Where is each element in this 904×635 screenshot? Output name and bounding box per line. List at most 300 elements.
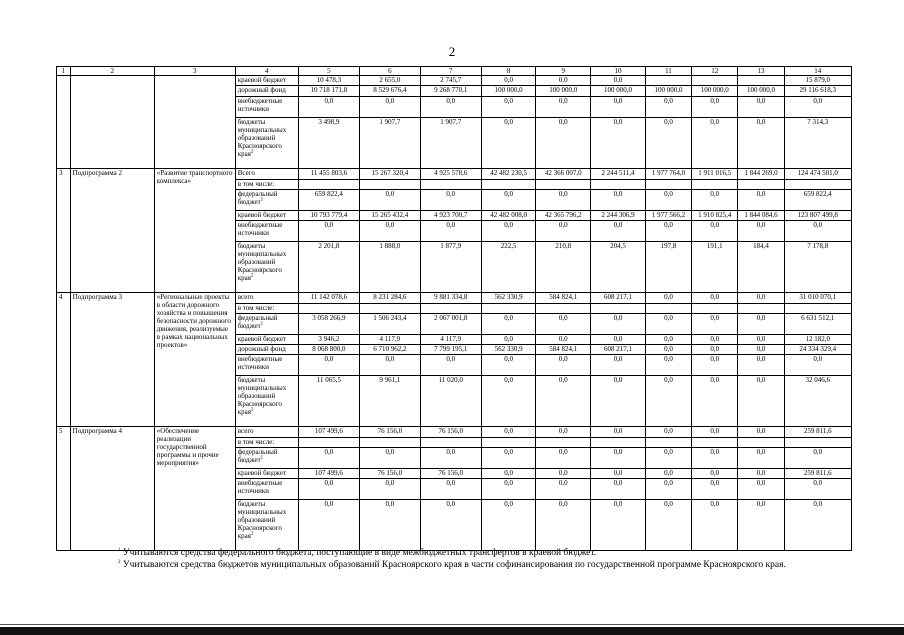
year-value: 0,0 xyxy=(359,221,420,242)
funding-source xyxy=(235,500,298,551)
year-value: 0,0 xyxy=(536,469,591,479)
year-value: 4 117,9 xyxy=(359,335,420,345)
funding-source xyxy=(235,76,298,86)
year-value: 1 911 016,5 xyxy=(692,169,738,180)
table-row xyxy=(57,427,852,438)
year-value: 0,0 xyxy=(738,469,784,479)
year-value: 0,0 xyxy=(692,469,738,479)
header-cell: 14 xyxy=(784,67,851,76)
year-value: 0,0 xyxy=(481,118,536,169)
year-value xyxy=(591,180,646,190)
total-value: 7 178,8 xyxy=(784,242,851,293)
table-row xyxy=(57,293,852,304)
year-value: 0,0 xyxy=(738,221,784,242)
year-value: 10 718 171,8 xyxy=(298,86,359,97)
page-number: 2 xyxy=(448,44,456,59)
year-value xyxy=(591,304,646,314)
year-value: 8 231 284,6 xyxy=(359,293,420,304)
year-value: 0,0 xyxy=(645,376,691,427)
year-value: 0,0 xyxy=(692,118,738,169)
program-description xyxy=(154,76,235,169)
year-value: 1 506 243,4 xyxy=(359,314,420,335)
year-value: 0,0 xyxy=(420,448,481,469)
footnote-ref: 2 xyxy=(250,149,254,155)
funding-source-label: бюджеты муниципальных образований Красноярского края xyxy=(237,500,287,540)
year-value: 42 482 230,5 xyxy=(481,169,536,180)
year-value: 584 824,1 xyxy=(536,293,591,304)
year-value: 197,8 xyxy=(645,242,691,293)
year-value: 0,0 xyxy=(645,118,691,169)
year-value: 0,0 xyxy=(481,469,536,479)
year-value: 100 000,0 xyxy=(591,86,646,97)
year-value xyxy=(645,180,691,190)
year-value: 0,0 xyxy=(645,97,691,118)
funding-table xyxy=(56,66,852,551)
footnote-ref: 2 xyxy=(250,273,254,279)
year-value: 0,0 xyxy=(591,355,646,376)
year-value: 0,0 xyxy=(536,335,591,345)
funding-source-label: внебюджетные источники xyxy=(237,479,283,495)
funding-source-label: краевой бюджет xyxy=(237,211,287,219)
scan-edge xyxy=(0,627,904,635)
year-value xyxy=(420,180,481,190)
year-value: 0,0 xyxy=(536,221,591,242)
year-value: 0,0 xyxy=(298,479,359,500)
year-value: 184,4 xyxy=(738,242,784,293)
year-value: 100 000,0 xyxy=(536,86,591,97)
funding-source-label: всего xyxy=(237,427,254,435)
funding-source xyxy=(235,180,298,190)
year-value: 0,0 xyxy=(481,314,536,335)
year-value: 0,0 xyxy=(645,500,691,551)
total-value: 29 116 618,3 xyxy=(784,86,851,97)
header-cell: 3 xyxy=(154,67,235,76)
year-value: 0,0 xyxy=(645,345,691,355)
year-value: 15 265 432,4 xyxy=(359,211,420,221)
year-value: 0,0 xyxy=(591,469,646,479)
funding-source-label: в том числе: xyxy=(237,438,275,446)
year-value: 1 907,7 xyxy=(420,118,481,169)
total-value: 0,0 xyxy=(784,97,851,118)
total-value: 31 010 070,1 xyxy=(784,293,851,304)
funding-source-label: федеральный бюджет xyxy=(237,448,278,464)
funding-source xyxy=(235,221,298,242)
year-value: 4 923 700,7 xyxy=(420,211,481,221)
year-value: 0,0 xyxy=(738,448,784,469)
total-value: 32 046,6 xyxy=(784,376,851,427)
footnote-text: Учитываются средства федерального бюджета, поступающие в виде межбюджетных трансфертов в краевой бюджет. xyxy=(122,548,597,558)
total-value: 15 879,0 xyxy=(784,76,851,86)
footnote-mark: 1 xyxy=(118,547,121,553)
year-value: 42 365 796,2 xyxy=(536,211,591,221)
year-value: 2 745,7 xyxy=(420,76,481,86)
year-value: 562 330,9 xyxy=(481,345,536,355)
year-value: 10 478,3 xyxy=(298,76,359,86)
year-value xyxy=(420,304,481,314)
funding-source xyxy=(235,293,298,304)
funding-source-label: дорожный фонд xyxy=(237,345,286,353)
total-value xyxy=(784,304,851,314)
year-value: 42 366 007,0 xyxy=(536,169,591,180)
year-value: 107 499,6 xyxy=(298,469,359,479)
year-value: 1 844 084,6 xyxy=(738,211,784,221)
year-value: 1 877,9 xyxy=(420,242,481,293)
year-value xyxy=(481,304,536,314)
total-value: 12 182,0 xyxy=(784,335,851,345)
row-number xyxy=(57,76,71,169)
year-value: 608 217,1 xyxy=(591,293,646,304)
year-value: 0,0 xyxy=(359,500,420,551)
footnote-ref: 1 xyxy=(260,455,264,461)
year-value: 2 655,0 xyxy=(359,76,420,86)
table-row xyxy=(57,76,852,86)
header-cell: 13 xyxy=(738,67,784,76)
year-value: 15 267 320,4 xyxy=(359,169,420,180)
year-value xyxy=(298,438,359,448)
year-value: 11 020,0 xyxy=(420,376,481,427)
year-value: 0,0 xyxy=(645,469,691,479)
year-value: 0,0 xyxy=(645,427,691,438)
year-value: 11 142 078,6 xyxy=(298,293,359,304)
year-value xyxy=(298,180,359,190)
year-value: 0,0 xyxy=(481,376,536,427)
year-value: 0,0 xyxy=(591,479,646,500)
year-value: 3 498,9 xyxy=(298,118,359,169)
total-value: 124 474 501,0 xyxy=(784,169,851,180)
year-value xyxy=(481,438,536,448)
year-value: 0,0 xyxy=(692,376,738,427)
footnote-ref: 1 xyxy=(260,197,264,203)
funding-source xyxy=(235,355,298,376)
total-value: 7 314,3 xyxy=(784,118,851,169)
year-value: 2 244 511,4 xyxy=(591,169,646,180)
year-value: 0,0 xyxy=(298,500,359,551)
row-number: 5 xyxy=(57,427,71,551)
total-value: 24 334 329,4 xyxy=(784,345,851,355)
year-value: 100 000,0 xyxy=(692,86,738,97)
funding-source xyxy=(235,97,298,118)
program-name xyxy=(70,76,154,169)
year-value xyxy=(359,438,420,448)
year-value: 0,0 xyxy=(692,293,738,304)
year-value: 8 529 676,4 xyxy=(359,86,420,97)
year-value: 0,0 xyxy=(536,97,591,118)
total-value: 0,0 xyxy=(784,221,851,242)
funding-source xyxy=(235,438,298,448)
total-value: 0,0 xyxy=(784,355,851,376)
year-value: 0,0 xyxy=(536,314,591,335)
year-value: 0,0 xyxy=(420,221,481,242)
year-value: 11 455 803,6 xyxy=(298,169,359,180)
year-value: 0,0 xyxy=(298,221,359,242)
funding-source-label: внебюджетные источники xyxy=(237,97,283,113)
year-value: 10 793 779,4 xyxy=(298,211,359,221)
year-value xyxy=(738,304,784,314)
funding-source xyxy=(235,345,298,355)
year-value: 0,0 xyxy=(536,118,591,169)
year-value: 6 710 962,2 xyxy=(359,345,420,355)
year-value: 0,0 xyxy=(536,76,591,86)
header-cell: 12 xyxy=(692,67,738,76)
year-value: 0,0 xyxy=(420,97,481,118)
year-value: 0,0 xyxy=(738,355,784,376)
year-value: 0,0 xyxy=(481,76,536,86)
funding-source xyxy=(235,211,298,221)
year-value: 0,0 xyxy=(591,118,646,169)
year-value xyxy=(692,304,738,314)
year-value: 222,5 xyxy=(481,242,536,293)
funding-source-label: краевой бюджет xyxy=(237,469,287,477)
year-value: 0,0 xyxy=(645,314,691,335)
year-value: 0,0 xyxy=(536,190,591,211)
year-value: 0,0 xyxy=(645,293,691,304)
year-value: 0,0 xyxy=(645,448,691,469)
year-value: 0,0 xyxy=(420,479,481,500)
year-value: 100 000,0 xyxy=(738,86,784,97)
year-value: 0,0 xyxy=(536,448,591,469)
year-value: 76 156,0 xyxy=(359,469,420,479)
funding-source xyxy=(235,376,298,427)
year-value: 2 244 306,9 xyxy=(591,211,646,221)
funding-source-label: краевой бюджет xyxy=(237,335,287,343)
year-value xyxy=(738,438,784,448)
year-value: 0,0 xyxy=(298,97,359,118)
total-value: 123 807 499,8 xyxy=(784,211,851,221)
year-value xyxy=(536,180,591,190)
funding-source xyxy=(235,304,298,314)
total-value xyxy=(784,438,851,448)
year-value: 562 330,9 xyxy=(481,293,536,304)
header-row xyxy=(57,67,852,76)
year-value: 0,0 xyxy=(692,448,738,469)
year-value: 11 065,5 xyxy=(298,376,359,427)
year-value xyxy=(738,180,784,190)
funding-source xyxy=(235,169,298,180)
year-value: 0,0 xyxy=(591,500,646,551)
header-cell: 2 xyxy=(70,67,154,76)
year-value: 4 925 578,6 xyxy=(420,169,481,180)
year-value: 0,0 xyxy=(481,448,536,469)
funding-source-label: бюджеты муниципальных образований Красноярского края xyxy=(237,118,287,158)
year-value: 100 000,0 xyxy=(645,86,691,97)
year-value: 0,0 xyxy=(591,427,646,438)
year-value: 0,0 xyxy=(645,221,691,242)
year-value: 76 156,0 xyxy=(420,469,481,479)
footnote-1 xyxy=(56,547,864,559)
year-value: 9 268 770,1 xyxy=(420,86,481,97)
program-description: «Обеспечение реализации государственной программы и прочие мероприятия» xyxy=(154,427,235,551)
year-value: 0,0 xyxy=(481,335,536,345)
funding-source-label: бюджеты муниципальных образований Красноярского края xyxy=(237,242,287,282)
year-value: 0,0 xyxy=(298,448,359,469)
year-value: 0,0 xyxy=(692,314,738,335)
year-value: 0,0 xyxy=(359,97,420,118)
year-value: 0,0 xyxy=(420,500,481,551)
funding-source xyxy=(235,190,298,211)
year-value: 0,0 xyxy=(692,355,738,376)
year-value: 4 117,9 xyxy=(420,335,481,345)
year-value: 0,0 xyxy=(536,376,591,427)
year-value: 0,0 xyxy=(481,427,536,438)
funding-source-label: бюджеты муниципальных образований Красноярского края xyxy=(237,376,287,416)
funding-source-label: в том числе: xyxy=(237,304,275,312)
year-value: 0,0 xyxy=(738,500,784,551)
funding-source xyxy=(235,118,298,169)
year-value: 1 844 269,0 xyxy=(738,169,784,180)
header-cell: 8 xyxy=(481,67,536,76)
year-value: 0,0 xyxy=(359,190,420,211)
funding-source-label: внебюджетные источники xyxy=(237,355,283,371)
footnotes xyxy=(56,547,864,571)
header-cell: 6 xyxy=(359,67,420,76)
year-value: 0,0 xyxy=(536,355,591,376)
year-value: 1 977 764,0 xyxy=(645,169,691,180)
year-value: 191,1 xyxy=(692,242,738,293)
year-value xyxy=(536,438,591,448)
footnote-ref: 2 xyxy=(250,531,254,537)
year-value: 0,0 xyxy=(645,479,691,500)
year-value: 0,0 xyxy=(692,427,738,438)
header-cell: 5 xyxy=(298,67,359,76)
year-value: 0,0 xyxy=(359,448,420,469)
header-cell: 11 xyxy=(645,67,691,76)
year-value: 0,0 xyxy=(359,479,420,500)
year-value: 0,0 xyxy=(481,190,536,211)
total-value: 6 631 512,1 xyxy=(784,314,851,335)
total-value: 0,0 xyxy=(784,479,851,500)
year-value: 0,0 xyxy=(738,314,784,335)
year-value: 0,0 xyxy=(738,97,784,118)
year-value xyxy=(536,304,591,314)
footnote-mark: 2 xyxy=(118,559,121,565)
year-value: 2 067 001,8 xyxy=(420,314,481,335)
year-value: 204,5 xyxy=(591,242,646,293)
year-value: 100 000,0 xyxy=(481,86,536,97)
year-value: 0,0 xyxy=(536,479,591,500)
header-cell: 1 xyxy=(57,67,71,76)
year-value: 3 058 266,9 xyxy=(298,314,359,335)
program-name: Подпрограмма 2 xyxy=(70,169,154,293)
year-value: 0,0 xyxy=(738,427,784,438)
header-cell: 10 xyxy=(591,67,646,76)
year-value: 0,0 xyxy=(591,448,646,469)
year-value: 0,0 xyxy=(591,335,646,345)
year-value xyxy=(645,438,691,448)
funding-source xyxy=(235,242,298,293)
year-value: 0,0 xyxy=(645,190,691,211)
footnote-text: Учитываются средства бюджетов муниципальных образований Красноярского края в части софинансирования по государственной программе Красноярского края. xyxy=(122,560,786,570)
total-value: 0,0 xyxy=(784,448,851,469)
funding-source-label: внебюджетные источники xyxy=(237,221,283,237)
year-value: 0,0 xyxy=(591,76,646,86)
year-value: 0,0 xyxy=(738,293,784,304)
funding-source-label: дорожный фонд xyxy=(237,86,286,94)
year-value: 0,0 xyxy=(692,221,738,242)
year-value: 0,0 xyxy=(481,221,536,242)
header-cell: 4 xyxy=(235,67,298,76)
funding-source xyxy=(235,86,298,97)
year-value: 1 977 566,2 xyxy=(645,211,691,221)
year-value: 0,0 xyxy=(420,190,481,211)
year-value: 0,0 xyxy=(738,345,784,355)
year-value: 0,0 xyxy=(692,190,738,211)
year-value: 0,0 xyxy=(738,335,784,345)
year-value: 42 482 008,0 xyxy=(481,211,536,221)
row-number: 4 xyxy=(57,293,71,427)
year-value: 0,0 xyxy=(591,314,646,335)
year-value: 2 201,8 xyxy=(298,242,359,293)
year-value: 0,0 xyxy=(536,427,591,438)
year-value: 107 499,6 xyxy=(298,427,359,438)
funding-source xyxy=(235,335,298,345)
year-value: 8 068 800,0 xyxy=(298,345,359,355)
year-value: 0,0 xyxy=(692,97,738,118)
year-value: 0,0 xyxy=(481,355,536,376)
program-name: Подпрограмма 3 xyxy=(70,293,154,427)
year-value xyxy=(481,180,536,190)
year-value: 0,0 xyxy=(692,500,738,551)
year-value: 76 156,0 xyxy=(420,427,481,438)
total-value: 259 811,6 xyxy=(784,427,851,438)
year-value: 0,0 xyxy=(591,376,646,427)
year-value xyxy=(359,304,420,314)
year-value: 9 881 334,8 xyxy=(420,293,481,304)
funding-source-label: всего xyxy=(237,293,254,301)
year-value: 0,0 xyxy=(591,97,646,118)
year-value: 0,0 xyxy=(359,355,420,376)
year-value: 1 907,7 xyxy=(359,118,420,169)
year-value: 0,0 xyxy=(591,190,646,211)
year-value: 1 910 825,4 xyxy=(692,211,738,221)
funding-source xyxy=(235,479,298,500)
header-cell: 7 xyxy=(420,67,481,76)
year-value xyxy=(692,180,738,190)
year-value: 0,0 xyxy=(298,355,359,376)
footnote-2 xyxy=(56,559,864,571)
year-value: 0,0 xyxy=(481,97,536,118)
year-value: 0,0 xyxy=(420,355,481,376)
year-value: 0,0 xyxy=(738,479,784,500)
year-value: 210,8 xyxy=(536,242,591,293)
year-value: 0,0 xyxy=(645,355,691,376)
program-description: «Развитие транспортного комплекса» xyxy=(154,169,235,293)
total-value: 659 822,4 xyxy=(784,190,851,211)
year-value: 1 888,0 xyxy=(359,242,420,293)
year-value xyxy=(645,76,691,86)
year-value xyxy=(298,304,359,314)
funding-source-label: краевой бюджет xyxy=(237,76,287,84)
funding-source xyxy=(235,314,298,335)
program-description: «Региональные проекты в области дорожного хозяйства и повышения безопасности дорожного движения, реализуемые в рамках национальных проектов» xyxy=(154,293,235,427)
year-value: 0,0 xyxy=(692,335,738,345)
year-value: 0,0 xyxy=(738,190,784,211)
year-value: 0,0 xyxy=(536,500,591,551)
year-value xyxy=(591,438,646,448)
year-value xyxy=(420,438,481,448)
year-value: 7 799 195,1 xyxy=(420,345,481,355)
header-cell: 9 xyxy=(536,67,591,76)
year-value xyxy=(645,304,691,314)
year-value: 0,0 xyxy=(692,345,738,355)
year-value: 0,0 xyxy=(692,479,738,500)
funding-source xyxy=(235,427,298,438)
total-value: 259 811,6 xyxy=(784,469,851,479)
year-value xyxy=(692,438,738,448)
year-value xyxy=(738,76,784,86)
year-value: 0,0 xyxy=(481,500,536,551)
program-name: Подпрограмма 4 xyxy=(70,427,154,551)
funding-source-label: Всего xyxy=(237,169,255,177)
